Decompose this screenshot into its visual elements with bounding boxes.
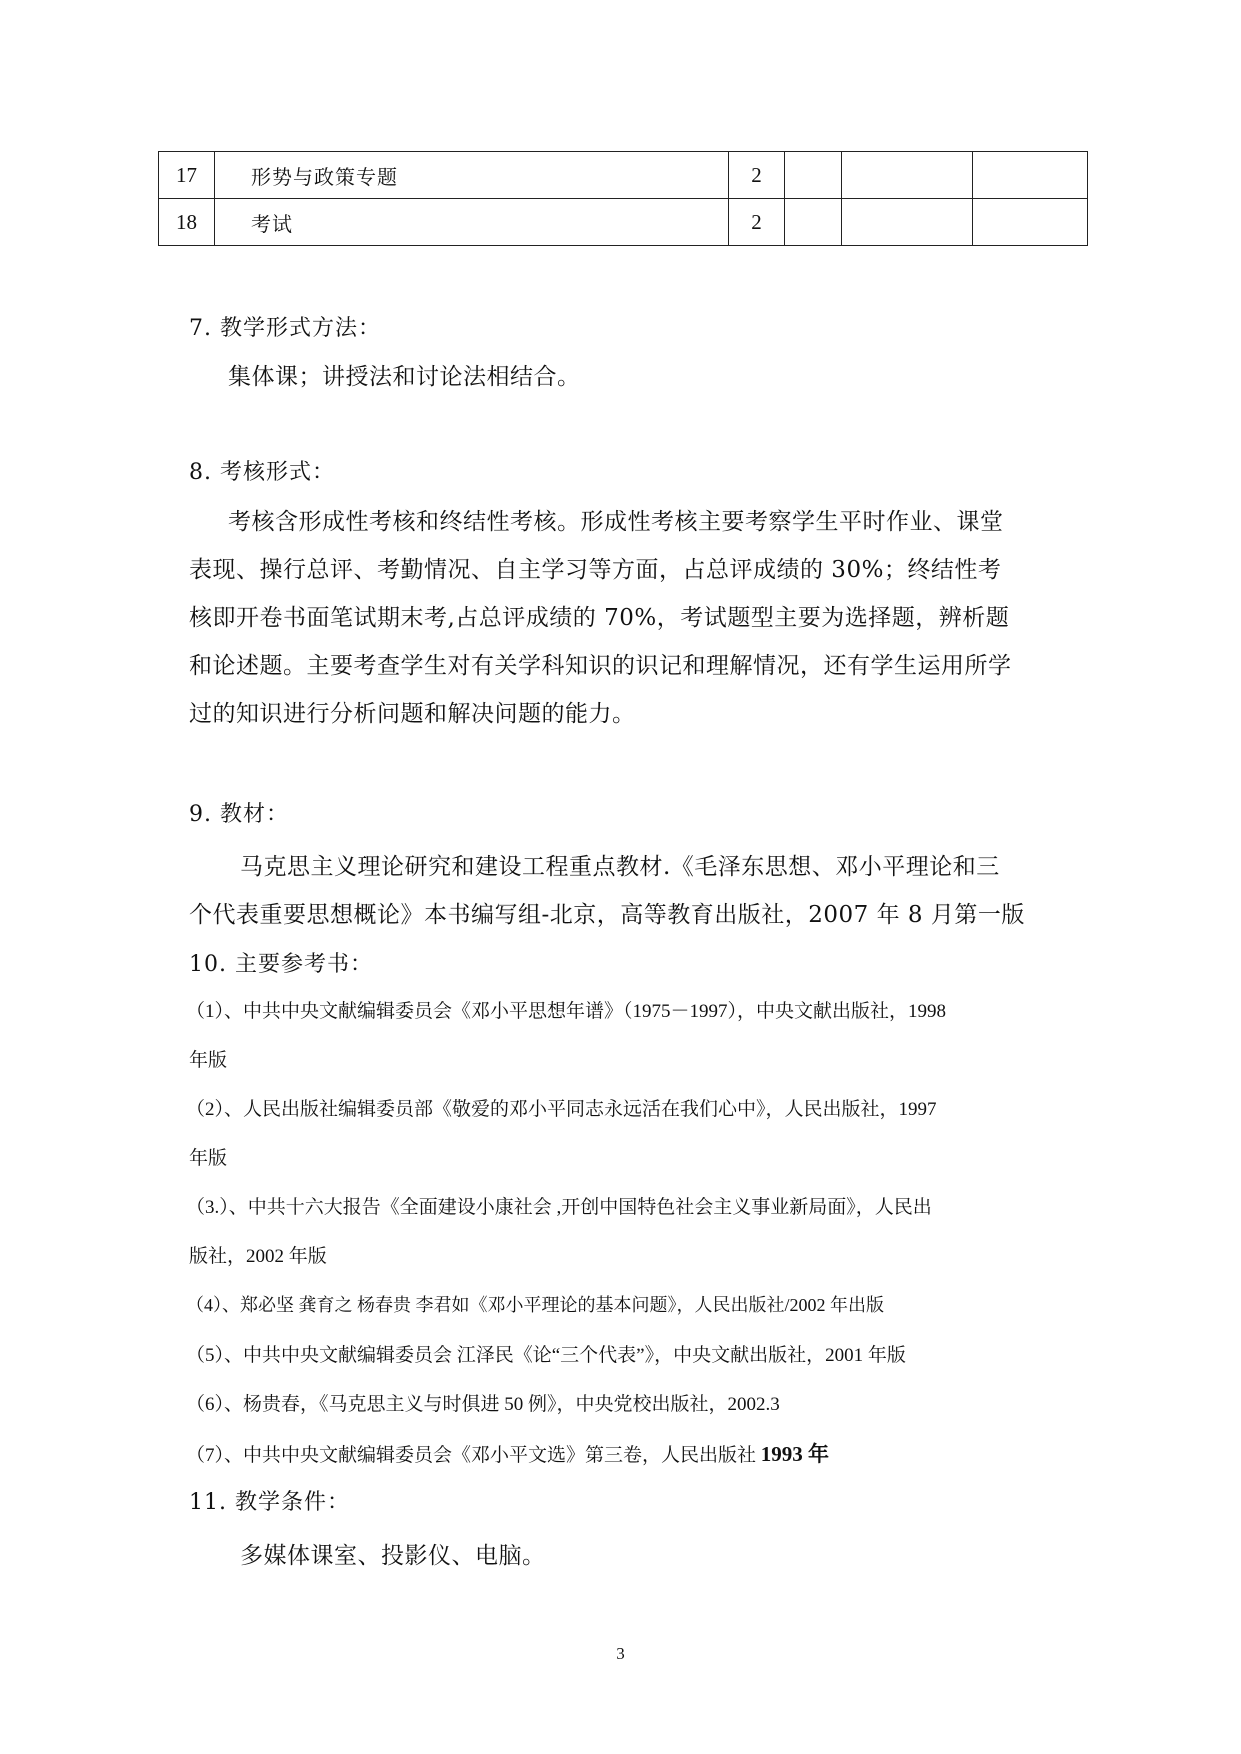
row-topic: 形势与政策专题 [215,152,729,199]
section-7-body: 集体课；讲授法和讨论法相结合。 [228,364,581,390]
section-7-heading: 7. 教学形式方法： [189,316,381,341]
section-11-heading: 11. 教学条件： [189,1490,350,1515]
reference-item: （1）、中共中央文献编辑委员会《邓小平思想年谱》（1975－1997），中央文献出版社，1998 [186,1001,947,1022]
empty-cell [785,199,842,246]
reference-item: （6）、杨贵春，《马克思主义与时俱进 50 例》，中央党校出版社，2002.3 [186,1394,780,1415]
reference-text: （7）、中共中央文献编辑委员会《邓小平文选》第三卷，人民出版社 [186,1445,761,1466]
row-hours: 2 [729,199,785,246]
empty-cell [973,199,1088,246]
row-number: 18 [159,199,215,246]
section-11-body: 多媒体课室、投影仪、电脑。 [240,1543,546,1569]
reference-year-bold: 1993 年 [760,1442,830,1466]
page-number: 3 [616,1644,625,1663]
section-8-line: 和论述题。主要考查学生对有关学科知识的识记和理解情况，还有学生运用所学 [189,653,1012,679]
empty-cell [842,152,973,199]
reference-item: （2）、人民出版社编辑委员部《敬爱的邓小平同志永远活在我们心中》，人民出版社，1997 [186,1099,937,1120]
section-8-heading: 8. 考核形式： [189,460,335,485]
section-8-line: 表现、操行总评、考勤情况、自主学习等方面，占总评成绩的 30%；终结性考 [189,557,1002,583]
empty-cell [842,199,973,246]
reference-item-cont: 版社，2002 年版 [189,1246,327,1267]
schedule-table [158,151,1088,246]
table-row [159,199,1088,246]
reference-item-cont: 年版 [189,1148,228,1169]
reference-item: （3.）、中共十六大报告《全面建设小康社会 ,开创中国特色社会主义事业新局面》，人民出 [186,1197,932,1218]
reference-item [186,1438,829,1468]
reference-item: （4）、郑必坚 龚育之 杨春贵 李君如《邓小平理论的基本问题》，人民出版社/2002 年出版 [186,1295,884,1315]
section-8-line: 核即开卷书面笔试期末考,占总评成绩的 70%，考试题型主要为选择题，辨析题 [189,605,1010,631]
row-hours: 2 [729,152,785,199]
reference-item-cont: 年版 [189,1050,228,1071]
textbook-line: 个代表重要思想概论》本书编写组-北京，高等教育出版社，2007 年 8 月第一版 [189,902,1025,928]
empty-cell [785,152,842,199]
row-number: 17 [159,152,215,199]
empty-cell [973,152,1088,199]
textbook-line: 马克思主义理论研究和建设工程重点教材.《毛泽东思想、邓小平理论和三 [240,854,1000,880]
section-10-heading: 10. 主要参考书： [189,952,373,977]
section-9-heading: 9. 教材： [189,802,289,827]
section-8-line: 过的知识进行分析问题和解决问题的能力。 [189,701,636,727]
row-topic: 考试 [215,199,729,246]
table-row [159,152,1088,199]
reference-item: （5）、中共中央文献编辑委员会 江泽民《论“三个代表”》，中央文献出版社，2001 年版 [186,1345,906,1366]
section-8-line: 考核含形成性考核和终结性考核。形成性考核主要考察学生平时作业、课堂 [228,509,1004,535]
